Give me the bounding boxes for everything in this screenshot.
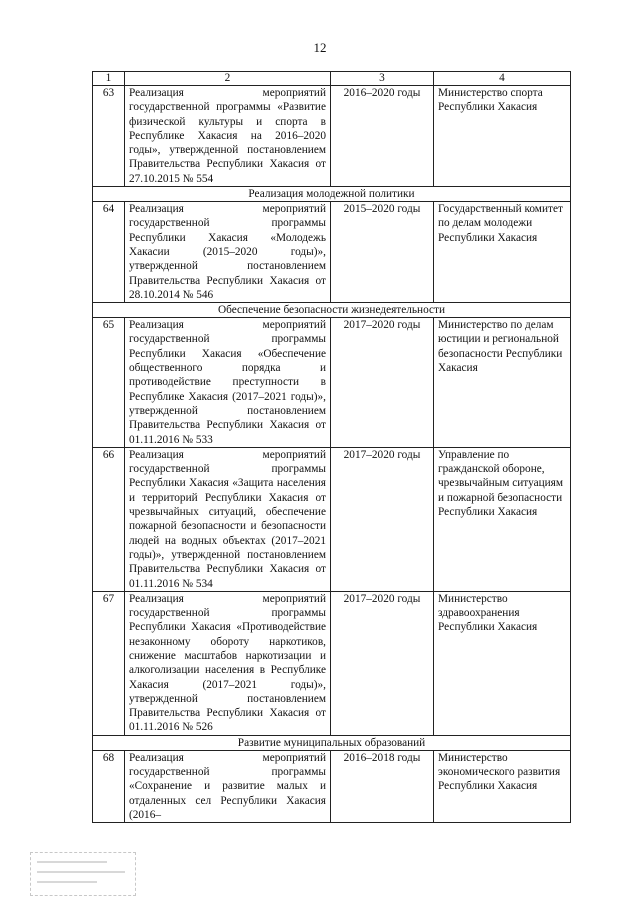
column-header-1: 1 (93, 72, 125, 86)
programs-table (92, 71, 571, 823)
program-description: Реализация мероприятий государственной программы «Сохранение и развитие малых и отдаленных сел Республики Хакасия (2016– (125, 750, 331, 822)
responsible-executor: Управление по гражданской обороне, чрезвычайным ситуациям и пожарной безопасности Республики Хакасия (434, 447, 571, 591)
section-title: Реализация молодежной политики (93, 187, 571, 202)
implementation-period: 2015–2020 годы (331, 202, 434, 303)
implementation-period: 2017–2020 годы (331, 318, 434, 448)
implementation-period: 2017–2020 годы (331, 447, 434, 591)
approval-stamp (30, 852, 136, 896)
table-row (93, 750, 571, 822)
section-row (93, 303, 571, 318)
table-row (93, 86, 571, 187)
section-row (93, 735, 571, 750)
section-title: Развитие муниципальных образований (93, 735, 571, 750)
row-number: 68 (93, 750, 125, 822)
page-number: 12 (313, 40, 327, 55)
responsible-executor: Министерство по делам юстиции и региональной безопасности Республики Хакасия (434, 318, 571, 448)
implementation-period: 2016–2018 годы (331, 750, 434, 822)
program-description: Реализация мероприятий государственной программы Республики Хакасия «Противодействие незаконному обороту наркотиков, снижение масштабов наркотизации и алкоголизации населения в Республике Хакасия (2017–2021 годы)», утвержденной постановлением Правительства Республики Хакасия от 01.11.2016 № 526 (125, 591, 331, 735)
implementation-period: 2016–2020 годы (331, 86, 434, 187)
table-header-row (93, 72, 571, 86)
section-title: Обеспечение безопасности жизнедеятельности (93, 303, 571, 318)
section-row (93, 187, 571, 202)
table-row (93, 318, 571, 448)
table-row (93, 447, 571, 591)
responsible-executor: Государственный комитет по делам молодежи Республики Хакасия (434, 202, 571, 303)
program-description: Реализация мероприятий государственной программы Республики Хакасия «Обеспечение общественного порядка и противодействие преступности в Республике Хакасия (2017–2021 годы)», утвержденной постановлением Правительства Республики Хакасия от 01.11.2016 № 533 (125, 318, 331, 448)
program-description: Реализация мероприятий государственной программы Республики Хакасия «Молодежь Хакасии (2015–2020 годы)», утвержденной постановлением Правительства Республики Хакасия от 28.10.2014 № 546 (125, 202, 331, 303)
program-description: Реализация мероприятий государственной программы Республики Хакасия «Защита населения и территорий Республики Хакасия от чрезвычайных ситуаций, обеспечение пожарной безопасности и безопасности людей на водных объектах (2017–2021 годы)», утвержденной постановлением Правительства Республики Хакасия от 01.11.2016 № 534 (125, 447, 331, 591)
responsible-executor: Министерство экономического развития Республики Хакасия (434, 750, 571, 822)
program-description: Реализация мероприятий государственной программы «Развитие физической культуры и спорта в Республике Хакасия на 2016–2020 годы», утвержденной постановлением Правительства Республики Хакасия от 27.10.2015 № 554 (125, 86, 331, 187)
column-header-3: 3 (331, 72, 434, 86)
row-number: 66 (93, 447, 125, 591)
row-number: 65 (93, 318, 125, 448)
responsible-executor: Министерство спорта Республики Хакасия (434, 86, 571, 187)
responsible-executor: Министерство здравоохранения Республики Хакасия (434, 591, 571, 735)
row-number: 67 (93, 591, 125, 735)
row-number: 64 (93, 202, 125, 303)
table-body (93, 72, 571, 823)
table-row (93, 202, 571, 303)
row-number: 63 (93, 86, 125, 187)
table-row (93, 591, 571, 735)
column-header-4: 4 (434, 72, 571, 86)
column-header-2: 2 (125, 72, 331, 86)
implementation-period: 2017–2020 годы (331, 591, 434, 735)
